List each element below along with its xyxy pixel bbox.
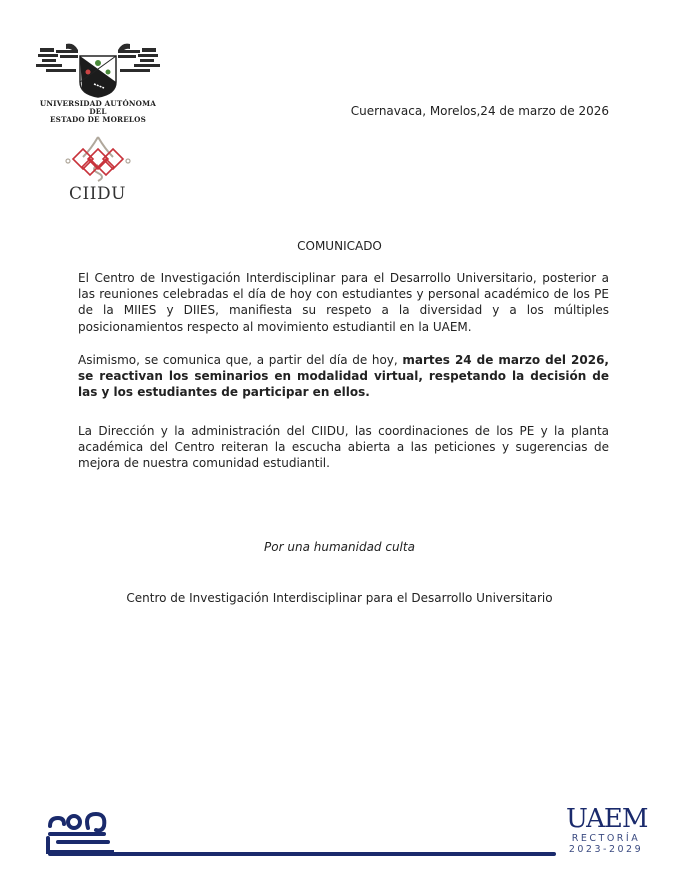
university-name-line1: UNIVERSIDAD AUTÓNOMA DEL bbox=[39, 99, 157, 116]
paragraph-3: La Dirección y la administración del CIIDU, las coordinaciones de los PE y la planta académica del Centro reiteran la escucha abierta a las peticiones y sugerencias de mejora de nuestra comunidad estudiantil. bbox=[78, 424, 609, 471]
uaem-shield-icon bbox=[36, 42, 160, 98]
ciidu-emblem-icon bbox=[63, 135, 133, 183]
paragraph-2-emphasis: martes 24 de marzo del 2026, se reactivan los seminarios en modalidad virtual, respetando la decisión de las y los estudiantes de participar en ellos. bbox=[78, 353, 609, 400]
motto: Por una humanidad culta bbox=[264, 540, 415, 554]
place-date: Cuernavaca, Morelos,24 de marzo de 2026 bbox=[350, 104, 609, 118]
rectoria-label: RECTORÍA bbox=[571, 833, 641, 844]
ciidu-logo bbox=[60, 135, 135, 203]
paragraph-2-intro: Asimismo, se comunica que, a partir del día de hoy, bbox=[78, 353, 403, 367]
university-name bbox=[36, 100, 160, 124]
document-title: COMUNICADO bbox=[297, 239, 382, 253]
footer-rule bbox=[48, 852, 556, 856]
ciidu-logo-text: CIIDU bbox=[69, 184, 126, 204]
rectoria-logo bbox=[566, 805, 646, 855]
rectoria-period: 2023-2029 bbox=[568, 844, 644, 855]
footer-wave-icon bbox=[44, 808, 114, 858]
university-name-line2: ESTADO DE MORELOS bbox=[50, 115, 146, 124]
paragraph-1: El Centro de Investigación Interdisciplinar para el Desarrollo Universitario, posterior a las reuniones celebradas el día de hoy con estudiantes y personal académico de los PE de la MIIES y DIIES, manifiesta su respeto a la diversidad y a los múltiples posicionamientos respecto al movimiento estudiantil en la UAEM. bbox=[78, 271, 609, 334]
uaem-logo bbox=[36, 42, 160, 124]
paragraph-2 bbox=[78, 352, 609, 401]
signature: Centro de Investigación Interdisciplinar para el Desarrollo Universitario bbox=[126, 591, 553, 605]
rectoria-uaem-text: UAEM bbox=[566, 804, 648, 834]
